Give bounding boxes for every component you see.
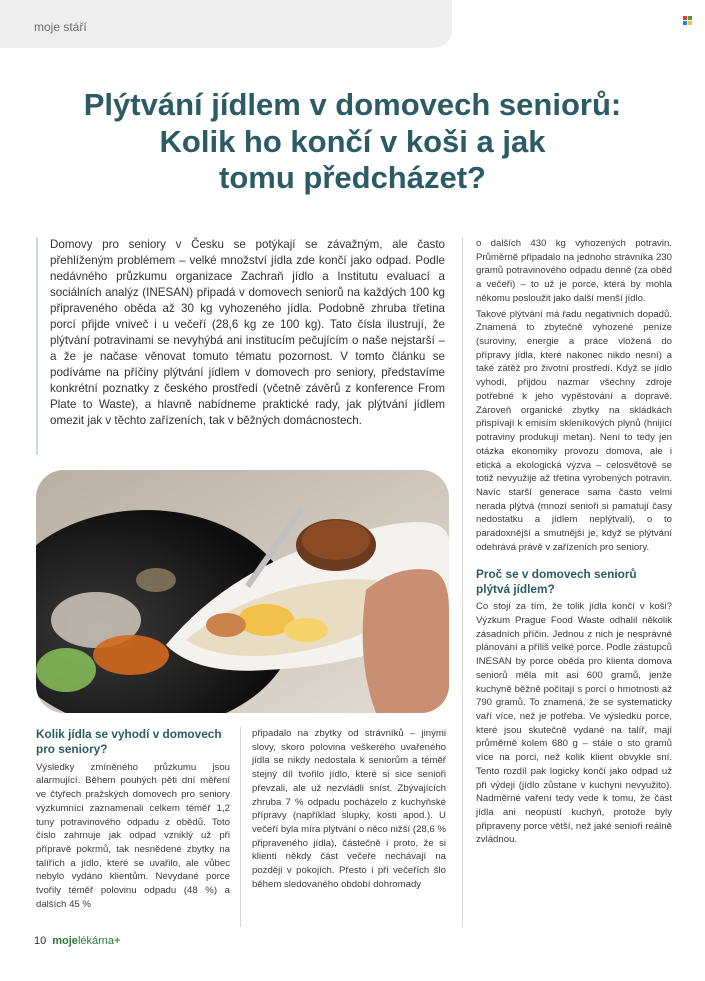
column-right	[476, 237, 672, 849]
page-footer	[34, 935, 120, 947]
title-line-1: Plýtvání jídlem v domovech seniorů:	[83, 87, 622, 122]
section-label: moje stáří	[34, 20, 87, 34]
section1-paragraph: Výsledky zmíněného průzkumu jsou alarmující. Během pouhých pěti dní měření ve čtyřech pražských domovech pro seniory výzkumníci zaznamenali celkem téměř 1,2 tuny potravinového odpadu z obědů. Toto číslo zahrnuje jak odpad vzniklý už při přípravě pokrmů, tak nesnědené zbytky na talířích a jídlo, které se uvařilo, ale vůbec nebylo vydáno klientům. Nevydané porce tvořily téměř polovinu odpadu (48 %) a dalších 45 %	[36, 761, 230, 910]
article-photo	[36, 470, 449, 713]
corner-logo-icon	[683, 16, 693, 26]
column-divider-1	[240, 727, 241, 927]
middle-paragraph: připadalo na zbytky od strávníků – jinými slovy, skoro polovina veškerého uvařeného jídla se nikdy nedostala k seniorům a téměř stejný díl tvořilo jídlo, které si sice senioři převzali, ale už nezvládli sníst. Zbývajících zhruba 7 % odpadu pocházelo z kuchyňské přípravy (například slupky, kosti apod.). U večeří byla míra plýtvání o něco nižší (28,6 % připraveného jídla), částečně i proto, že si klienti někdy část večeře nechávají na později v pokojích. Přesto i při večeřích šlo během sledovaného období dohromady	[252, 728, 446, 890]
title-line-3: tomu předcházet?	[219, 160, 486, 196]
right-paragraph-3: Co stojí za tím, že tolik jídla končí v koši? Výzkum Prague Food Waste odhalil několik zásadních příčin. Jednou z nich je nesprávné plánování a příliš velké porce. Podle zástupců INESAN by porce oběda pro klienta domova seniorů měla mít asi 600 gramů, jenže kuchyně běžně počítají s porcí o hmotnosti až 790 gramů. To znamená, že se systematicky vaří více, než je potřeba. Ve výsledku porce, které jsou skutečně vydané na talíř, mají průměrně kolem 680 g – stále o sto gramů více na porci, než kolik klient obvykle sní. Tento rozdíl pak logicky končí jako odpad už při výdeji (jídlo zůstane v kuchyni nevyužito). Nadměrné vaření tedy vede k tomu, že část jídla ani neopustí kuchyň, protože byly připraveny porce větší, než jaké senioři reálně zvládnou.	[476, 601, 672, 846]
section1-heading: Kolik jídla se vyhodí v domovech pro seniory?	[36, 727, 222, 757]
column-middle	[252, 727, 446, 894]
title-line-2: Kolik ho končí v koši a jak	[159, 123, 546, 159]
brand-logo	[52, 935, 120, 947]
food-waste-illustration	[36, 470, 449, 713]
right-paragraph-1: o dalších 430 kg vyhozených potravin. Průměrně připadalo na jednoho strávníka 230 gramů potravinového odpadu denně (za oběd a večeři) – to už je porce, která by mohla někomu posloužit jako další menší jídlo.	[476, 238, 672, 304]
brand-plus-icon: +	[114, 935, 121, 947]
article-title	[20, 88, 685, 196]
intro-rule	[36, 237, 38, 455]
column-divider-2	[462, 237, 463, 927]
intro-paragraph: Domovy pro seniory v Česku se potýkají se závažným, ale často přehlíženým problémem – velké množství jídla zde končí jako odpad. Podle nedávného průzkumu organizace Zachraň jídlo a Institutu evaluací a sociálních analýz (INESAN) připadá v domovech seniorů na každých 100 kg připraveného oběda až 30 kg vyhozeného jídla. Podobně zhruba třetina porcí přijde vniveč i u večeří (28,6 kg ze 100 kg). Tato čísla ilustrují, že plýtvání potravinami se nevyhýbá ani institucím pečujícím o naše nejstarší – a že je načase věnovat tomuto tématu pozornost. V tomto článku se podíváme na příčiny plýtvání jídlem v domovech pro seniory, představíme konkrétní poznatky z českého prostředí (včetně závěrů z konference From Plate to Waste), a hlavně nabídneme praktické rady, jak plýtvání jídlem omezit jak v těchto zařízeních, tak v běžných domácnostech.	[50, 238, 445, 427]
page-number: 10	[34, 935, 47, 947]
brand-name-rest: lékárna	[77, 935, 115, 947]
brand-name-bold: moje	[52, 935, 78, 947]
right-paragraph-2: Takové plýtvání má řadu negativních dopadů. Znamená to zbytečně vyhozené peníze (suroviny, energie a práce vložená do přípravy jídla, které nakonec nikdo nesní) a také zátěž pro životní prostředí. Když se jídlo vyhodí, přijdou nazmar všechny zdroje potřebné k jeho vypěstování a dopravě. Zároveň organické zbytky na skládkách přispívají k emisím skleníkových plynů (hnijící potraviny produkují metan). Není to tedy jen otázka ekonomiky provozu domova, ale i etická a ekologická výzva – celosvětově se totiž nevyužije až třetina vyrobených potravin. Navíc starší generace sama často velmi nerada plýtvá (mnozí senioři si pamatují časy nedostatku a jídlem neplýtvali), o to paradoxnější a smutnější je, když se plýtvání odehrává právě v zařízeních pro seniory.	[476, 308, 672, 553]
column-left	[36, 727, 230, 914]
section2-heading: Proč se v domovech seniorů plýtvá jídlem?	[476, 566, 637, 596]
